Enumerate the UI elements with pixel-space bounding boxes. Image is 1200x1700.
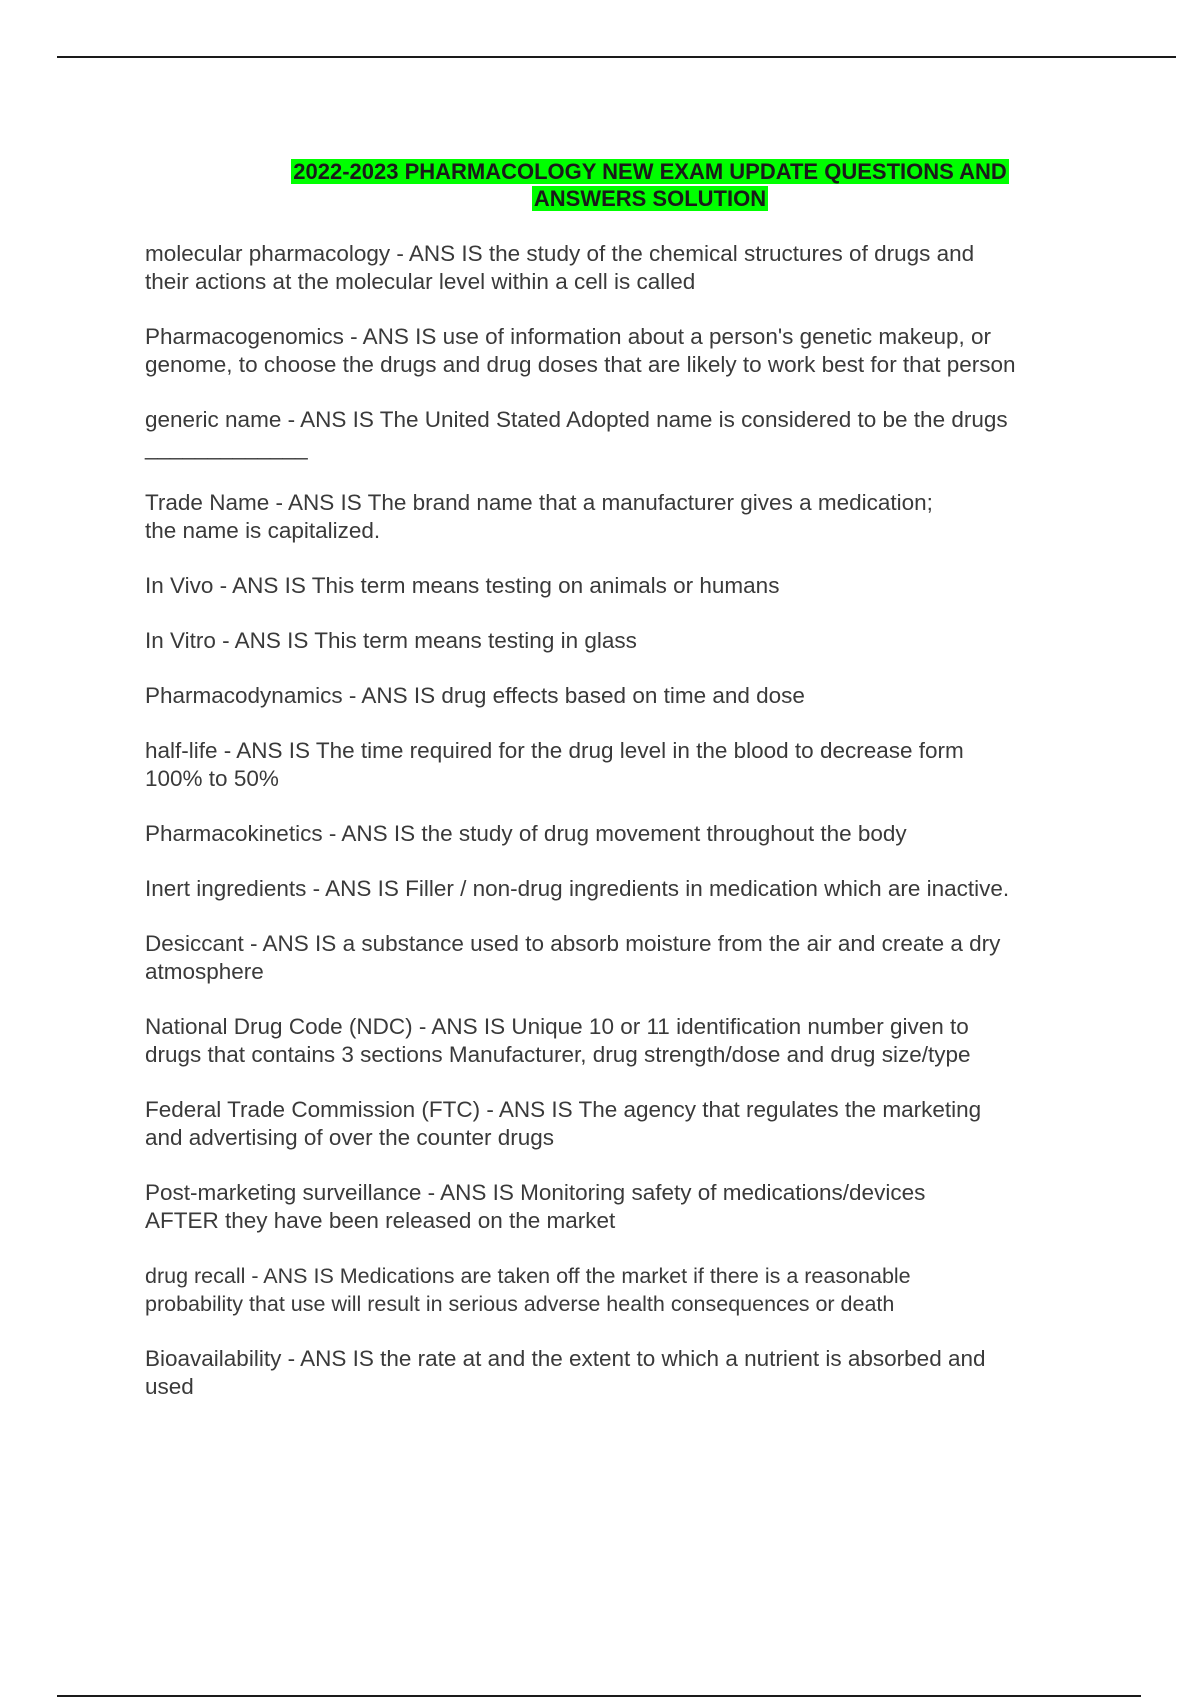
qa-entry: Federal Trade Commission (FTC) - ANS IS The agency that regulates the marketing and advertising of over the counter drugs bbox=[145, 1097, 982, 1150]
qa-entry: Bioavailability - ANS IS the rate at and the extent to which a nutrient is absorbed and used bbox=[145, 1346, 986, 1399]
qa-entry: Pharmacogenomics - ANS IS use of information about a person's genetic makeup, or genome, to choose the drugs and drug doses that are likely to work best for that person bbox=[145, 324, 1016, 377]
qa-entry: In Vivo - ANS IS This term means testing on animals or humans bbox=[145, 573, 780, 598]
qa-entry: In Vitro - ANS IS This term means testing in glass bbox=[145, 628, 637, 653]
qa-list bbox=[145, 240, 1095, 1428]
qa-entry: molecular pharmacology - ANS IS the study of the chemical structures of drugs and their actions at the molecular level within a cell is called bbox=[145, 241, 975, 294]
qa-entry: half-life - ANS IS The time required for the drug level in the blood to decrease form 100% to 50% bbox=[145, 738, 964, 791]
qa-entry: drug recall - ANS IS Medications are taken off the market if there is a reasonable probability that use will result in serious adverse health consequences or death bbox=[145, 1264, 911, 1316]
qa-entry: Post-marketing surveillance - ANS IS Monitoring safety of medications/devices AFTER they have been released on the market bbox=[145, 1180, 926, 1233]
header-divider bbox=[57, 56, 1176, 58]
qa-entry: Pharmacokinetics - ANS IS the study of drug movement throughout the body bbox=[145, 821, 907, 846]
qa-entry: Inert ingredients - ANS IS Filler / non-drug ingredients in medication which are inactive. bbox=[145, 876, 1010, 901]
qa-entry: Pharmacodynamics - ANS IS drug effects based on time and dose bbox=[145, 683, 805, 708]
qa-entry: generic name - ANS IS The United Stated Adopted name is considered to be the drugs _____________ bbox=[145, 407, 1008, 460]
footer-divider bbox=[57, 1695, 1141, 1697]
qa-entry: Trade Name - ANS IS The brand name that a manufacturer gives a medication; the name is capitalized. bbox=[145, 490, 933, 543]
qa-entry: National Drug Code (NDC) - ANS IS Unique 10 or 11 identification number given to drugs that contains 3 sections Manufacturer, drug strength/dose and drug size/type bbox=[145, 1014, 971, 1067]
page-title bbox=[250, 158, 1050, 212]
title-line-2: ANSWERS SOLUTION bbox=[533, 186, 767, 211]
qa-entry: Desiccant - ANS IS a substance used to absorb moisture from the air and create a dry atmosphere bbox=[145, 931, 1001, 984]
title-line-1: 2022-2023 PHARMACOLOGY NEW EXAM UPDATE QUESTIONS AND bbox=[293, 159, 1007, 184]
